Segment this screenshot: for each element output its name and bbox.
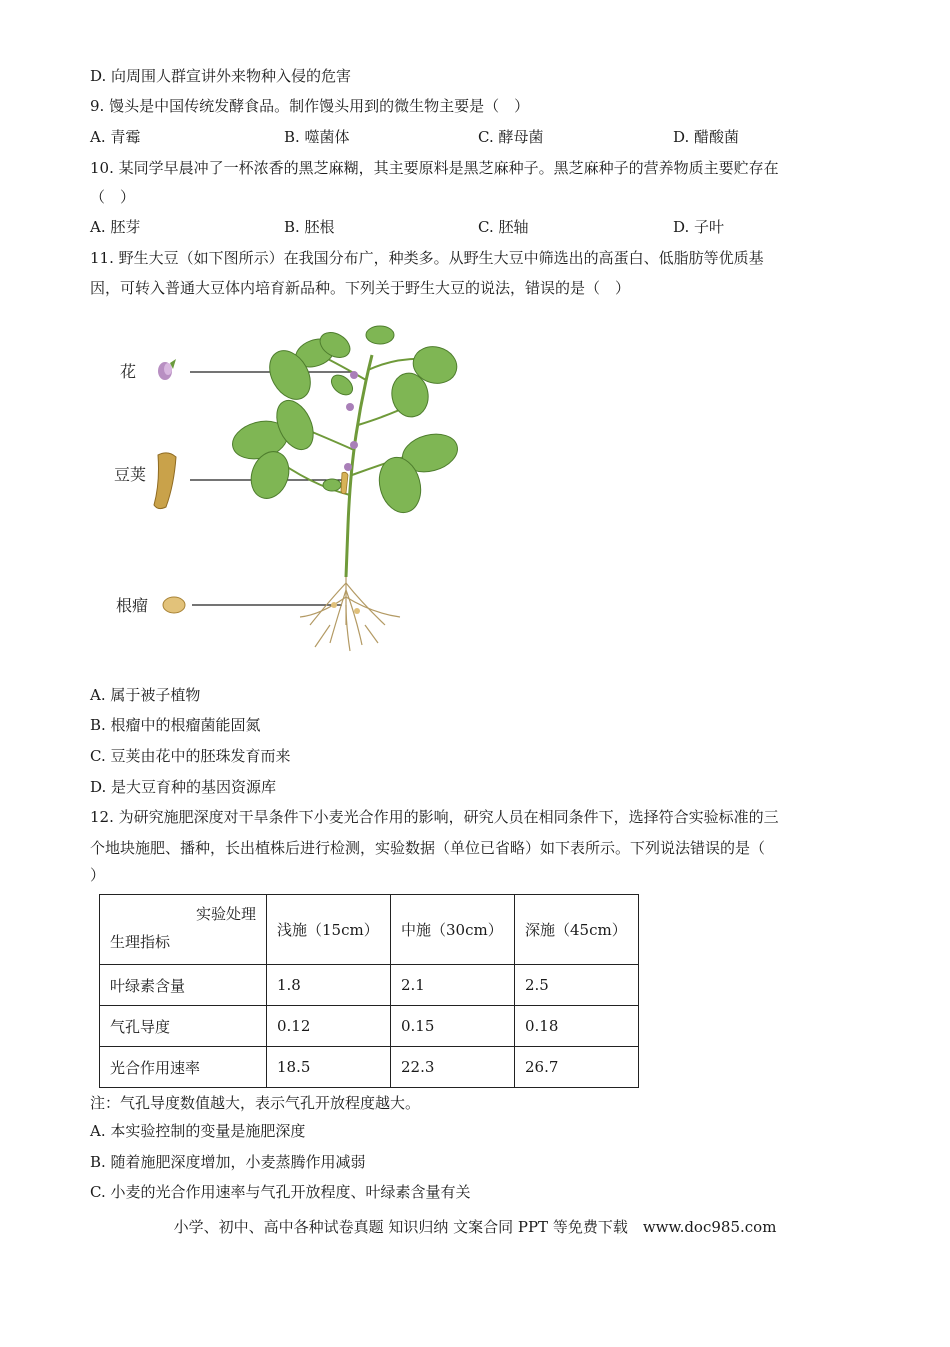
q9-option-d: D. 醋酸菌 [673,128,740,146]
q10-option-d: D. 子叶 [673,218,725,236]
soybean-figure [110,325,470,655]
table-cell: 0.12 [267,1006,391,1047]
q10-options [90,216,870,238]
table-header: 浅施（15cm） [267,895,391,965]
pod-icon [154,453,176,509]
corner-bottom-label: 生理指标 [110,933,171,951]
table-row [100,1047,639,1088]
page-footer: 小学、初中、高中各种试卷真题 知识归纳 文案合同 PPT 等免费下载 www.doc985.com [173,1218,777,1236]
q11-option-c: C. 豆荚由花中的胚珠发育而来 [90,747,291,765]
q9-option-b: B. 噬菌体 [284,128,350,146]
row-label: 光合作用速率 [100,1047,267,1088]
question-10: 10. 某同学早晨冲了一杯浓香的黑芝麻糊，其主要原料是黑芝麻种子。黑芝麻种子的营养物质主要贮存在 [90,159,779,177]
experiment-table [99,894,639,1088]
soybean-plant-illustration [110,325,470,655]
corner-top-label: 实验处理 [195,905,256,923]
question-9: 9. 馒头是中国传统发酵食品。制作馒头用到的微生物主要是（ ） [90,97,530,115]
q9-option-a: A. 青霉 [90,128,141,146]
q12-option-c: C. 小麦的光合作用速率与气孔开放程度、叶绿素含量有关 [90,1183,471,1201]
roots [300,575,400,651]
table-header: 深施（45cm） [515,895,639,965]
label-flower: 花 [120,362,137,381]
q10-option-c: C. 胚轴 [478,218,529,236]
q12-option-a: A. 本实验控制的变量是施肥深度 [90,1122,306,1140]
question-11: 11. 野生大豆（如下图所示）在我国分布广，种类多。从野生大豆中筛选出的高蛋白、低脂肪等优质基 [90,249,764,267]
question-12-bracket: ） [90,866,106,884]
table-cell: 2.5 [515,965,639,1006]
q10-option-a: A. 胚芽 [90,218,141,236]
question-11-cont: 因，可转入普通大豆体内培育新品种。下列关于野生大豆的说法，错误的是（ ） [90,279,631,297]
row-label: 叶绿素含量 [100,965,267,1006]
table-cell: 0.18 [515,1006,639,1047]
q11-option-d: D. 是大豆育种的基因资源库 [90,778,277,796]
table-row [100,1006,639,1047]
table-header-row [100,895,639,965]
q11-option-b: B. 根瘤中的根瘤菌能固氮 [90,716,261,734]
table-cell: 22.3 [391,1047,515,1088]
question-12: 12. 为研究施肥深度对干旱条件下小麦光合作用的影响，研究人员在相同条件下，选择符合实验标准的三 [90,808,779,826]
question-12-cont: 个地块施肥、播种，长出植株后进行检测，实验数据（单位已省略）如下表所示。下列说法错误的是（ [90,839,766,857]
q9-option-c: C. 酵母菌 [478,128,544,146]
table-corner-cell [100,895,267,965]
q10-option-b: B. 胚根 [284,218,335,236]
table-row [100,965,639,1006]
table-cell: 1.8 [267,965,391,1006]
table-cell: 2.1 [391,965,515,1006]
q12-option-b: B. 随着施肥深度增加，小麦蒸腾作用减弱 [90,1153,366,1171]
q9-options [90,126,870,148]
label-nodule: 根瘤 [116,596,149,615]
table-cell: 0.15 [391,1006,515,1047]
table-header: 中施（30cm） [391,895,515,965]
q11-option-a: A. 属于被子植物 [90,686,201,704]
q8-option-d: D. 向周围人群宣讲外来物种入侵的危害 [90,67,352,85]
flower-icon [158,359,176,380]
label-pod: 豆荚 [114,465,147,484]
question-10-bracket: （ ） [90,188,136,206]
table-cell: 18.5 [267,1047,391,1088]
nodule-icon [163,597,185,613]
table-note: 注：气孔导度数值越大，表示气孔开放程度越大。 [90,1094,421,1112]
table-cell: 26.7 [515,1047,639,1088]
row-label: 气孔导度 [100,1006,267,1047]
